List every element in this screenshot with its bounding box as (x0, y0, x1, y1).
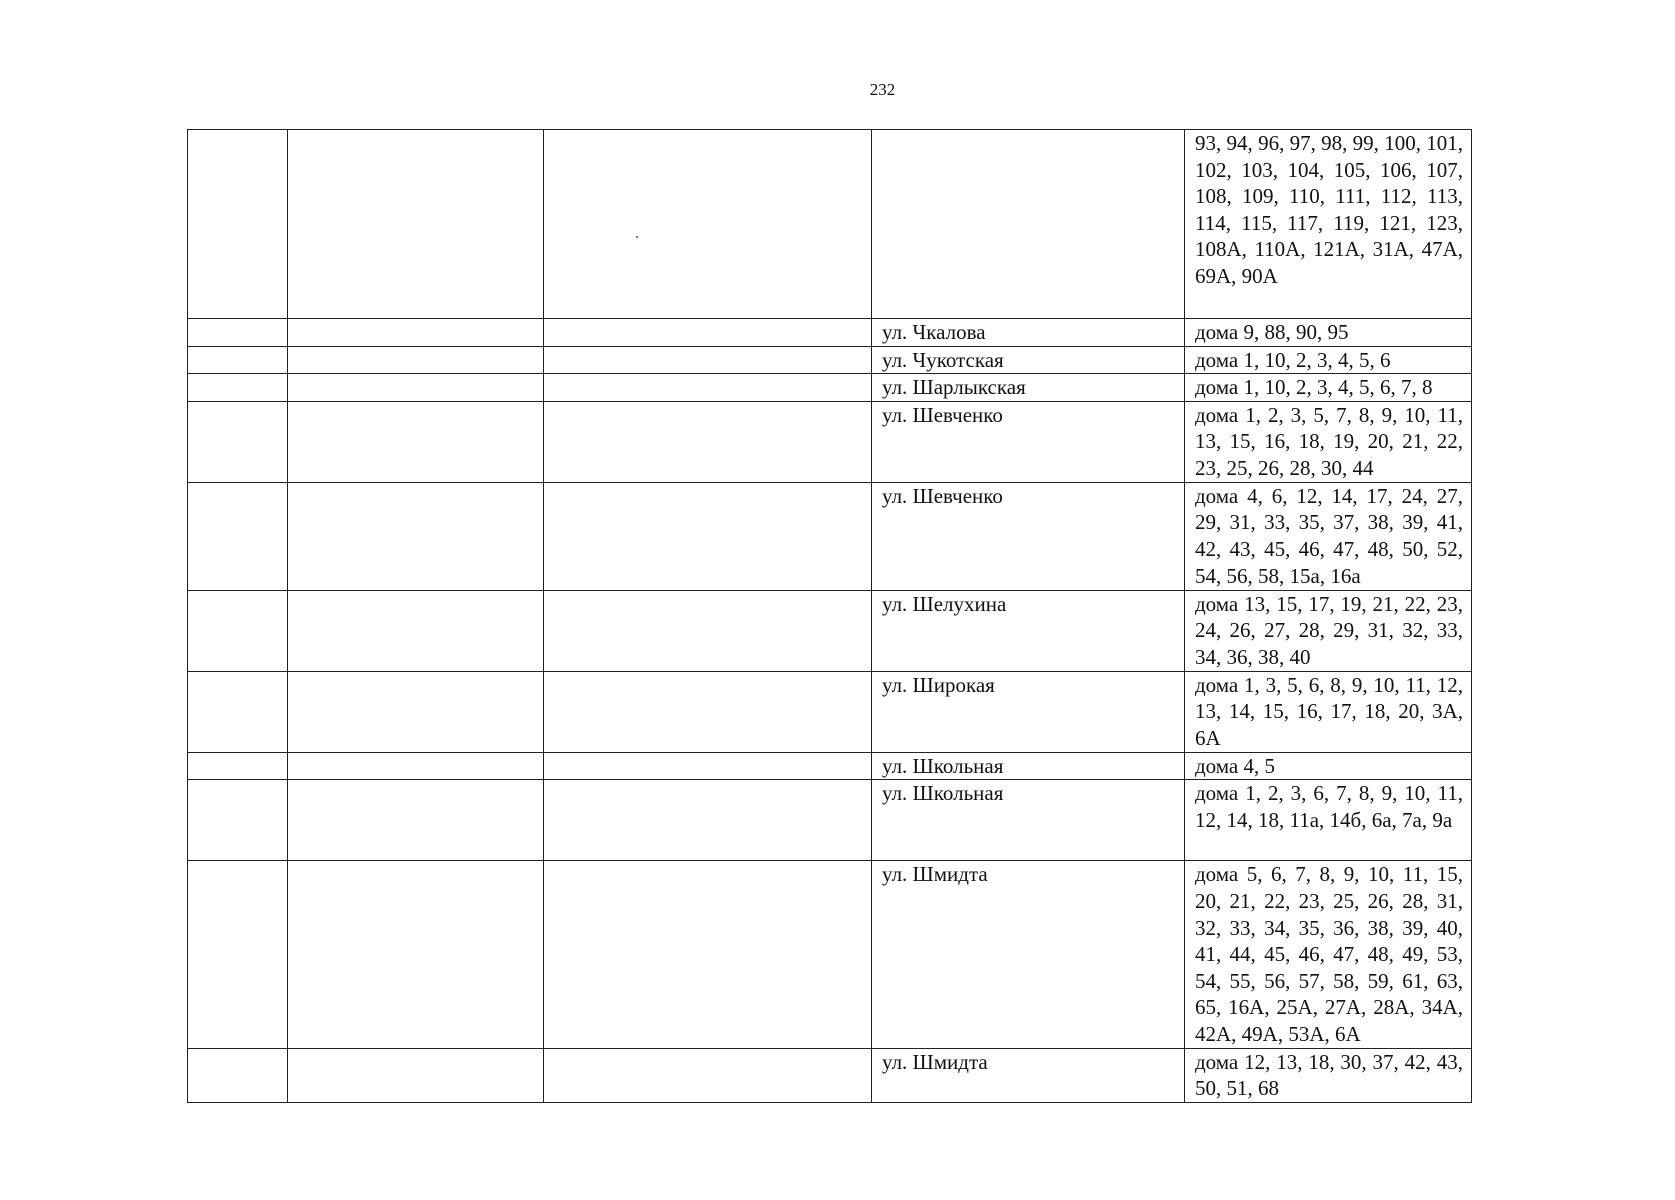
street-cell: ул. Шмидта (872, 861, 1185, 1048)
table-row (188, 861, 1472, 1048)
houses-cell: дома 4, 6, 12, 14, 17, 24, 27, 29, 31, 33, 35, 37, 38, 39, 41, 42, 43, 45, 46, 47, 48, 50, 52, 54, 56, 58, 15а, 16а (1185, 482, 1472, 590)
table-row (188, 752, 1472, 780)
district-cell (544, 780, 872, 861)
street-cell: ул. Школьная (872, 752, 1185, 780)
houses-cell: дома 4, 5 (1185, 752, 1472, 780)
houses-cell: дома 13, 15, 17, 19, 21, 22, 23, 24, 26, 27, 28, 29, 31, 32, 33, 34, 36, 38, 40 (1185, 590, 1472, 671)
houses-cell: дома 12, 13, 18, 30, 37, 42, 43, 50, 51, 68 (1185, 1048, 1472, 1102)
houses-cell: 93, 94, 96, 97, 98, 99, 100, 101, 102, 103, 104, 105, 106, 107, 108, 109, 110, 111, 112, 113, 114, 115, 117, 119, 121, 123, 108А, 110А, 121А, 31А, 47А, 69А, 90А (1185, 130, 1472, 319)
district-cell (544, 861, 872, 1048)
settlement-cell (288, 482, 544, 590)
number-cell (188, 130, 288, 319)
table-row (188, 590, 1472, 671)
number-cell (188, 1048, 288, 1102)
table-row (188, 374, 1472, 402)
page-number: 232 (869, 80, 896, 99)
table-row (188, 130, 1472, 319)
settlement-cell (288, 130, 544, 319)
settlement-cell (288, 752, 544, 780)
district-cell (544, 319, 872, 347)
district-cell (544, 482, 872, 590)
number-cell (188, 780, 288, 861)
settlement-cell (288, 1048, 544, 1102)
street-cell: ул. Шевченко (872, 482, 1185, 590)
district-cell (544, 130, 872, 319)
street-cell: ул. Школьная (872, 780, 1185, 861)
houses-cell: дома 1, 10, 2, 3, 4, 5, 6 (1185, 346, 1472, 374)
district-cell (544, 374, 872, 402)
address-table (187, 129, 1472, 1103)
district-cell (544, 671, 872, 752)
table-row (188, 319, 1472, 347)
table-row (188, 482, 1472, 590)
number-cell (188, 401, 288, 482)
settlement-cell (288, 374, 544, 402)
number-cell (188, 319, 288, 347)
table-row (188, 1048, 1472, 1102)
district-cell (544, 401, 872, 482)
houses-cell: дома 1, 3, 5, 6, 8, 9, 10, 11, 12, 13, 14, 15, 16, 17, 18, 20, 3А, 6А (1185, 671, 1472, 752)
settlement-cell (288, 346, 544, 374)
street-cell: ул. Шарлыкская (872, 374, 1185, 402)
street-cell: ул. Шелухина (872, 590, 1185, 671)
table-row (188, 671, 1472, 752)
number-cell (188, 482, 288, 590)
district-cell (544, 590, 872, 671)
houses-cell: дома 1, 10, 2, 3, 4, 5, 6, 7, 8 (1185, 374, 1472, 402)
houses-cell: дома 9, 88, 90, 95 (1185, 319, 1472, 347)
settlement-cell (288, 590, 544, 671)
houses-cell: дома 5, 6, 7, 8, 9, 10, 11, 15, 20, 21, 22, 23, 25, 26, 28, 31, 32, 33, 34, 35, 36, 38, 39, 40, 41, 44, 45, 46, 47, 48, 49, 53, 54, 55, 56, 57, 58, 59, 61, 63, 65, 16А, 25А, 27А, 28А, 34А, 42А, 49А, 53А, 6А (1185, 861, 1472, 1048)
number-cell (188, 752, 288, 780)
district-cell (544, 346, 872, 374)
street-cell: ул. Широкая (872, 671, 1185, 752)
district-cell (544, 752, 872, 780)
table-row (188, 401, 1472, 482)
houses-cell: дома 1, 2, 3, 6, 7, 8, 9, 10, 11, 12, 14, 18, 11а, 14б, 6а, 7а, 9а (1185, 780, 1472, 861)
settlement-cell (288, 319, 544, 347)
settlement-cell (288, 861, 544, 1048)
settlement-cell (288, 401, 544, 482)
street-cell: ул. Шевченко (872, 401, 1185, 482)
number-cell (188, 346, 288, 374)
table-row (188, 346, 1472, 374)
houses-cell: дома 1, 2, 3, 5, 7, 8, 9, 10, 11, 13, 15, 16, 18, 19, 20, 21, 22, 23, 25, 26, 28, 30, 44 (1185, 401, 1472, 482)
settlement-cell (288, 671, 544, 752)
number-cell (188, 374, 288, 402)
street-cell: ул. Шмидта (872, 1048, 1185, 1102)
number-cell (188, 590, 288, 671)
street-cell: ул. Чукотская (872, 346, 1185, 374)
number-cell (188, 671, 288, 752)
street-cell (872, 130, 1185, 319)
district-cell (544, 1048, 872, 1102)
table-row (188, 780, 1472, 861)
number-cell (188, 861, 288, 1048)
street-cell: ул. Чкалова (872, 319, 1185, 347)
settlement-cell (288, 780, 544, 861)
